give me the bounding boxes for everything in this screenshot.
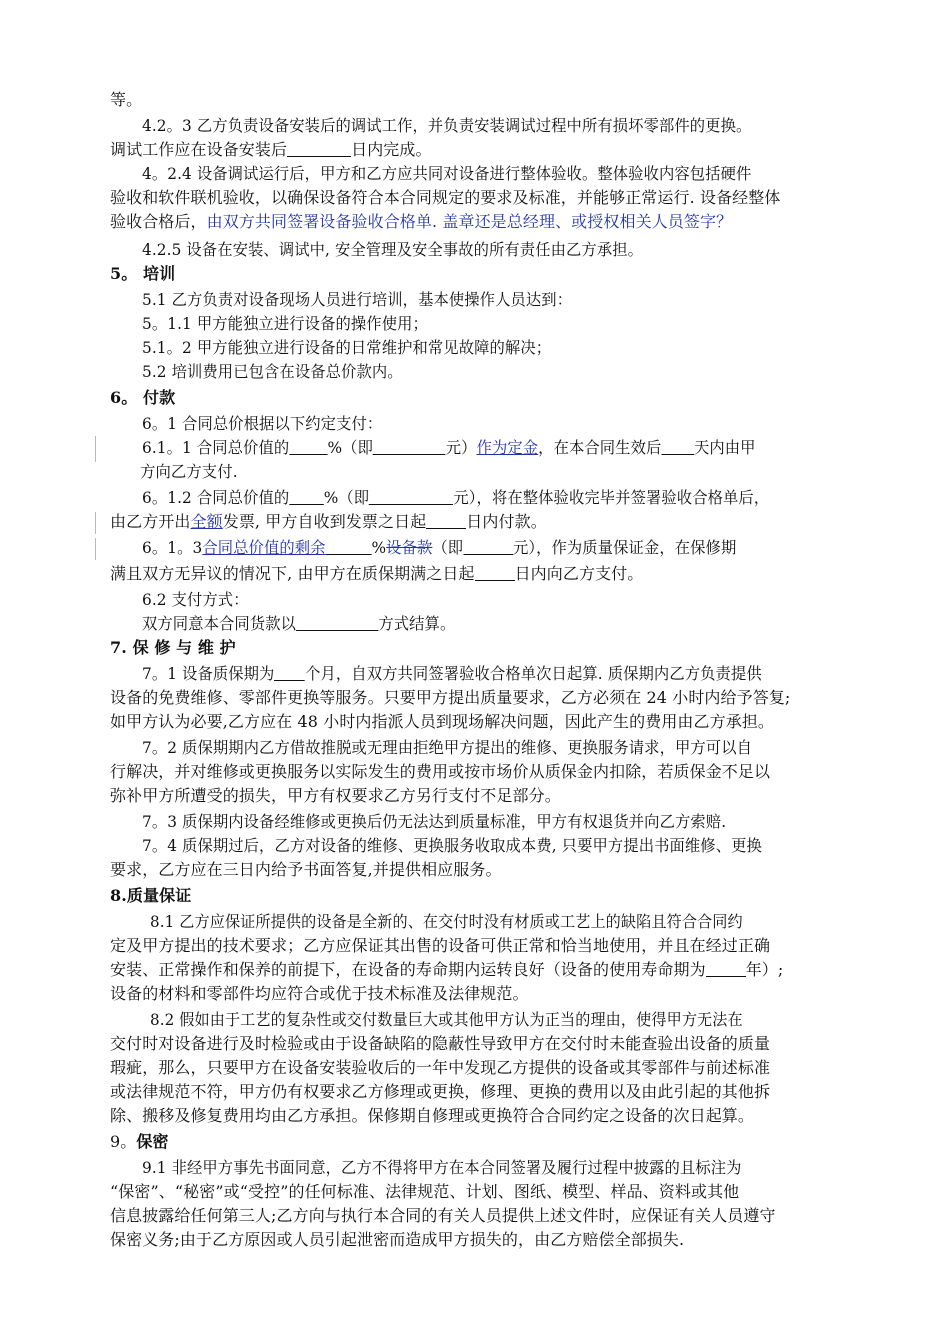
text-line: 保密义务;由于乙方原因或人员引起泄密而造成甲方损失的，由乙方赔偿全部损失. <box>110 1230 685 1249</box>
text-line: 瑕疵，那么，只要甲方在设备安装验收后的一年中发现乙方提供的设备或其零部件与前述标准 <box>110 1058 771 1077</box>
clause-7-2: 7。2 质保期期内乙方借故推脱或无理由拒绝甲方提出的维修、更换服务请求，甲方可以自 <box>142 738 753 757</box>
clause-6-1-3: 6。1。3合同总价值的剩余 %设备款（即 元），作为质量保证金，在保修期 <box>142 538 737 557</box>
revision-bar <box>95 512 96 534</box>
text-line: 满且双方无异议的情况下, 由甲方在质保期满之日起 日内向乙方支付。 <box>110 564 644 583</box>
text-line: 等。 <box>110 90 143 109</box>
text-line: 要求，乙方应在三日内给予书面答复,并提供相应服务。 <box>110 860 502 879</box>
text-line: 信息披露给任何第三人;乙方向与执行本合同的有关人员提供上述文件时，应保证有关人员遵守 <box>110 1206 776 1225</box>
clause-6-1-2: 6。1.2 合同总价值的 %（即 元），将在整体验收完毕并签署验收合格单后， <box>142 488 770 507</box>
clause-9-1: 9.1 非经甲方事先书面同意，乙方不得将甲方在本合同签署及履行过程中披露的且标注为 <box>142 1158 742 1177</box>
clause-8-2: 8.2 假如由于工艺的复杂性或交付数量巨大或其他甲方认为正当的理由，使得甲方无法在 <box>150 1010 743 1029</box>
clause-5-1-1: 5。1.1 甲方能独立进行设备的操作使用； <box>142 314 428 333</box>
fill-blank[interactable] <box>326 538 372 555</box>
fill-blank[interactable] <box>426 512 466 529</box>
fill-blank[interactable] <box>475 564 515 581</box>
clause-7-3: 7。3 质保期内设备经维修或更换后仍无法达到质量标准，甲方有权退货并向乙方索赔. <box>142 812 727 831</box>
clause-4-2-4: 4。2.4 设备调试运行后，甲方和乙方应共同对设备进行整体验收。整体验收内容包括硬件 <box>142 164 752 183</box>
clause-6-1-1: 6.1。1 合同总价值的 %（即 元）作为定金，在本合同生效后 天内由甲 <box>142 438 756 457</box>
clause-6-2: 6.2 支付方式： <box>142 590 249 609</box>
clause-5-1-2: 5.1。2 甲方能独立进行设备的日常维护和常见故障的解决； <box>142 338 552 357</box>
fill-blank[interactable] <box>296 614 378 631</box>
section-heading-5: 5。 培训 <box>110 264 176 283</box>
clause-5-1: 5.1 乙方负责对设备现场人员进行培训，基本使操作人员达到： <box>142 290 573 309</box>
fill-blank[interactable] <box>369 488 453 505</box>
fill-blank[interactable] <box>661 438 694 455</box>
revision-insert: 合同总价值的剩余 <box>202 538 326 557</box>
text-line: 方向乙方支付. <box>140 462 238 481</box>
text-line: 设备的免费维修、零部件更换等服务。只要甲方提出质量要求，乙方必须在 24 小时内给予答复; <box>110 688 791 707</box>
fill-blank[interactable] <box>463 538 513 555</box>
clause-6-1: 6。1 合同总价根据以下约定支付： <box>142 414 383 433</box>
text-line: 交付时对设备进行及时检验或由于设备缺陷的隐蔽性导致甲方在交付时未能查验出设备的质量 <box>110 1034 771 1053</box>
clause-7-1: 7。1 设备质保期为 个月，自双方共同签署验收合格单次日起算. 质保期内乙方负责提供 <box>142 664 762 683</box>
clause-4-2-3: 4.2。3 乙方负责设备安装后的调试工作，并负责安装调试过程中所有损坏零部件的更换。 <box>142 116 752 135</box>
revision-bar <box>95 538 96 560</box>
fill-blank[interactable] <box>287 140 351 157</box>
revision-delete: 设备款 <box>386 538 433 557</box>
text-line: 弥补甲方所遭受的损失，甲方有权要求乙方另行支付不足部分。 <box>110 786 561 805</box>
revision-comment: 由双方共同签署设备验收合格单. 盖章还是总经理、或授权相关人员签字？ <box>206 212 733 231</box>
clause-8-1: 8.1 乙方应保证所提供的设备是全新的、在交付时没有材质或工艺上的缺陷且符合合同约 <box>150 912 743 931</box>
fill-blank[interactable] <box>289 438 327 455</box>
fill-blank[interactable] <box>373 438 446 455</box>
text-line: 调试工作应在设备安装后 日内完成。 <box>110 140 432 159</box>
text-line: 行解决，并对维修或更换服务以实际发生的费用或按市场价从质保金内扣除，若质保金不足以 <box>110 762 771 781</box>
text-line: 设备的材料和零部件均应符合或优于技术标准及法律规范。 <box>110 984 529 1003</box>
clause-5-2: 5.2 培训费用已包含在设备总价款内。 <box>142 362 403 381</box>
text-line: 定及甲方提出的技术要求；乙方应保证其出售的设备可供正常和恰当地使用，并且在经过正确 <box>110 936 771 955</box>
text-line: 验收和软件联机验收，以确保设备符合本合同规定的要求及标准，并能够正常运行. 设备经整体 <box>110 188 781 207</box>
revision-insert: 作为定金 <box>476 438 539 457</box>
text-line: 双方同意本合同货款以 方式结算。 <box>142 614 456 633</box>
text-line: 安装、正常操作和保养的前提下，在设备的寿命期内运转良好（设备的使用寿命期为 年）; <box>110 960 784 979</box>
revision-insert: 全额 <box>190 512 223 531</box>
text-line: “保密”、“秘密”或“受控”的任何标准、法律规范、计划、图纸、模型、样品、资料或其他 <box>110 1182 740 1201</box>
text-line: 由乙方开出全额发票, 甲方自收到发票之日起 日内付款。 <box>110 512 547 531</box>
clause-4-2-5: 4.2.5 设备在安装、调试中, 安全管理及安全事故的所有责任由乙方承担。 <box>142 240 644 259</box>
clause-7-4: 7。4 质保期过后，乙方对设备的维修、更换服务收取成本费, 只要甲方提出书面维修、更换 <box>142 836 762 855</box>
fill-blank[interactable] <box>706 960 746 977</box>
section-heading-8: 8.质量保证 <box>110 886 192 905</box>
text-line: 如甲方认为必要,乙方应在 48 小时内指派人员到现场解决问题，因此产生的费用由乙方承担。 <box>110 712 775 731</box>
section-heading-7: 7. 保 修 与 维 护 <box>110 638 236 657</box>
section-heading-6: 6。 付款 <box>110 388 176 407</box>
text-line: 除、搬移及修复费用均由乙方承担。保修期自修理或更换符合合同约定之设备的次日起算。 <box>110 1106 755 1125</box>
text-line: 验收合格后，由双方共同签署设备验收合格单. 盖章还是总经理、或授权相关人员签字？ <box>110 212 733 231</box>
text-line: 或法律规范不符，甲方仍有权要求乙方修理或更换，修理、更换的费用以及由此引起的其他拆 <box>110 1082 771 1101</box>
fill-blank[interactable] <box>289 488 323 505</box>
revision-bar <box>95 436 96 462</box>
section-heading-9: 9。保密 <box>110 1132 169 1151</box>
fill-blank[interactable] <box>274 664 305 681</box>
